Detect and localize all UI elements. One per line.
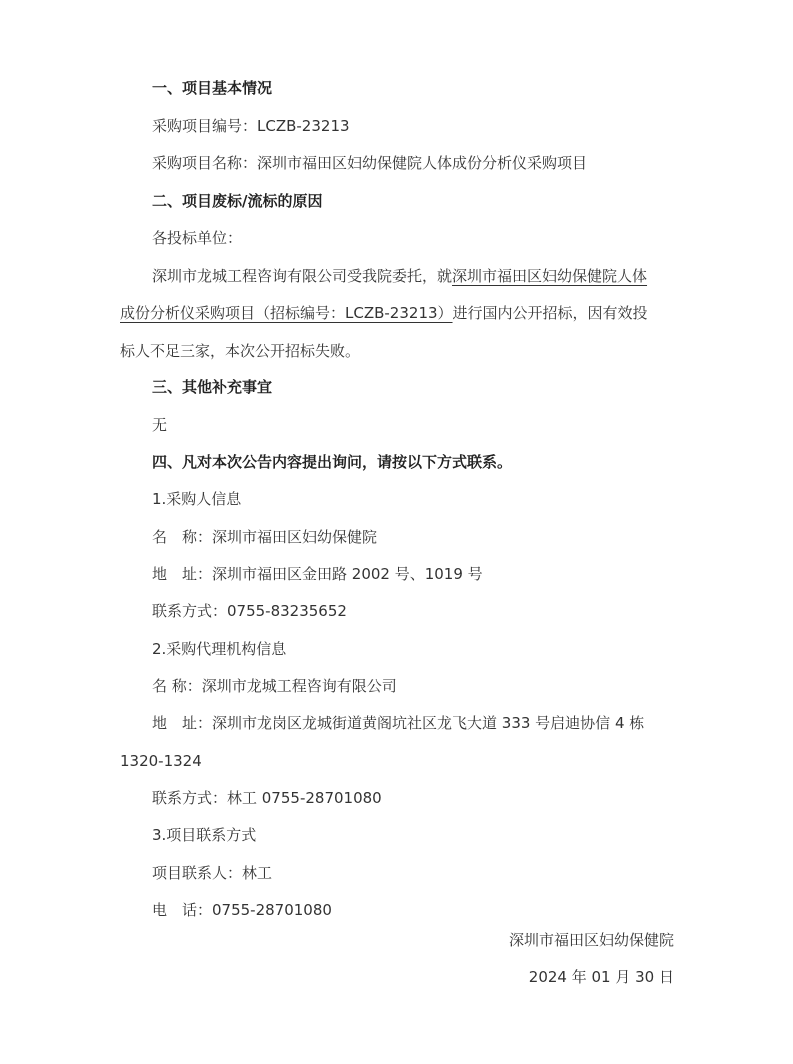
agency-address-line2: 1320-1324 xyxy=(120,752,202,770)
project-link-part2[interactable]: 成份分析仪采购项目（招标编号：LCZB-23213） xyxy=(120,304,453,322)
section3-heading: 三、其他补充事宜 xyxy=(152,378,273,396)
project-contact-phone: 电 话：0755-28701080 xyxy=(152,901,332,919)
purchaser-address: 地 址：深圳市福田区金田路 2002 号、1019 号 xyxy=(152,565,483,583)
agency-address-line1: 地 址：深圳市龙岗区龙城街道黄阁坑社区龙飞大道 333 号启迪协信 4 栋 xyxy=(152,714,645,732)
project-number: 采购项目编号：LCZB-23213 xyxy=(152,117,350,135)
reason-paragraph-line1 xyxy=(152,266,647,286)
purchaser-name: 名 称：深圳市福田区妇幼保健院 xyxy=(152,528,378,546)
section3-content: 无 xyxy=(152,416,168,434)
purchaser-contact: 联系方式：0755-83235652 xyxy=(152,602,347,620)
agency-name: 名 称：深圳市龙城工程咨询有限公司 xyxy=(152,677,397,695)
project-link-part1[interactable]: 深圳市福田区妇幼保健院人体 xyxy=(452,267,648,285)
project-contact-person: 项目联系人：林工 xyxy=(152,864,273,882)
reason-paragraph-line3: 标人不足三家，本次公开招标失败。 xyxy=(120,342,361,360)
reason-text: 进行国内公开招标，因有效投 xyxy=(452,304,648,322)
section2-heading: 二、项目废标/流标的原因 xyxy=(152,192,323,210)
section4-heading: 四、凡对本次公告内容提出询问，请按以下方式联系。 xyxy=(152,453,513,471)
agency-title: 2.采购代理机构信息 xyxy=(152,640,287,658)
purchaser-title: 1.采购人信息 xyxy=(152,490,242,508)
signature-date: 2024 年 01 月 30 日 xyxy=(528,968,674,986)
signature-org: 深圳市福田区妇幼保健院 xyxy=(508,931,674,949)
agency-contact: 联系方式：林工 0755-28701080 xyxy=(152,789,382,807)
reason-paragraph-line2 xyxy=(120,303,648,323)
salutation: 各投标单位： xyxy=(152,229,243,247)
section1-heading: 一、项目基本情况 xyxy=(152,79,273,97)
reason-text: 深圳市龙城工程咨询有限公司受我院委托，就 xyxy=(152,267,453,285)
project-name: 采购项目名称：深圳市福田区妇幼保健院人体成份分析仪采购项目 xyxy=(152,154,588,172)
project-contact-title: 3.项目联系方式 xyxy=(152,826,257,844)
